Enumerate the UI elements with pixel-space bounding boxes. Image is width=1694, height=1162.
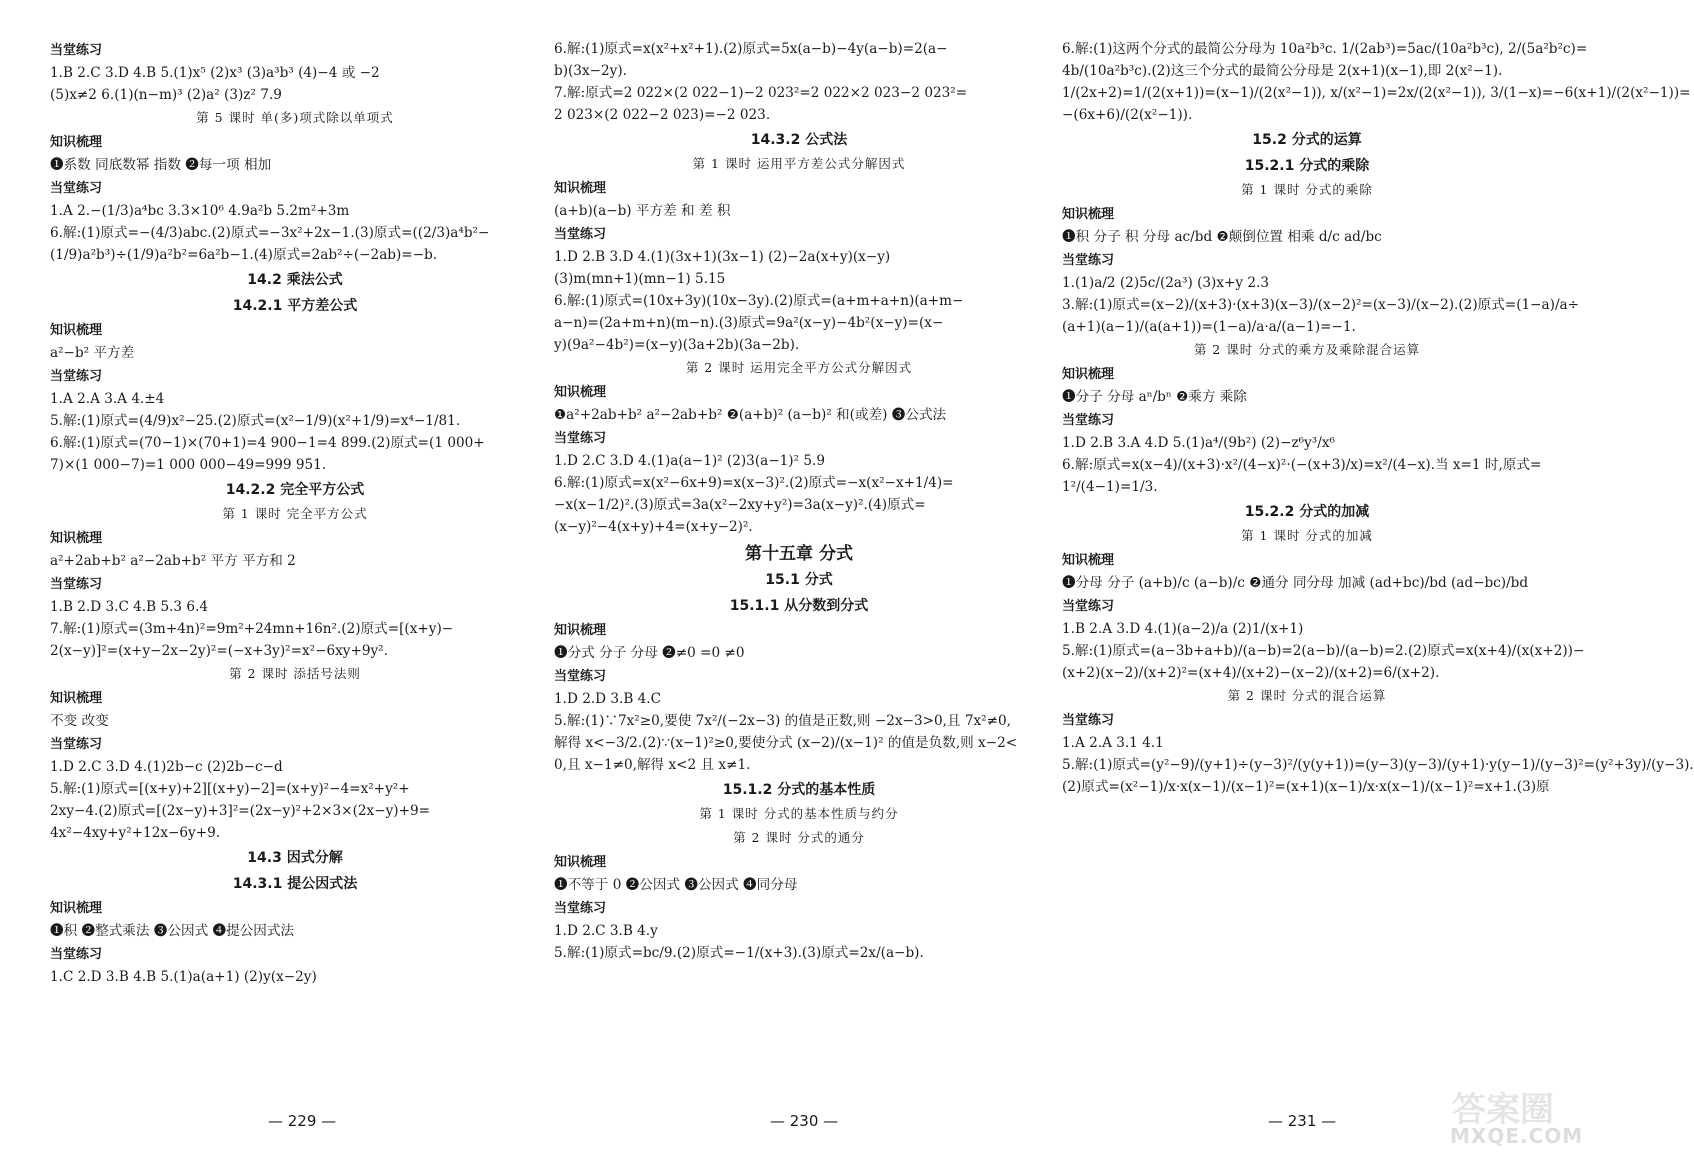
- answer-line: 1.B 2.C 3.D 4.B 5.(1)x⁵ (2)x³ (3)a³b³ (4)−4 或 −2: [50, 65, 380, 81]
- watermark-mark: 答案圈: [1452, 1090, 1554, 1130]
- answer-line: 3.解:(1)原式=(x−2)/(x+3)·(x+3)(x−3)/(x−2)²=(x−3)/(x−2).(2)原式=(1−a)/a÷: [1062, 297, 1580, 313]
- section-title: 15.1.1 从分数到分式: [729, 598, 869, 614]
- answer-line: 6.解:(1)这两个分式的最简公分母为 10a²b³c. 1/(2ab³)=5ac/(10a²b³c), 2/(5a²b²c)=: [1062, 41, 1588, 57]
- answer-line: 6.解:(1)原式=(70−1)×(70+1)=4 900−1=4 899.(2)原式=(1 000+: [50, 435, 485, 451]
- answer-line: 5.解:(1)原式=(4/9)x²−25.(2)原式=(x²−1/9)(x²+1/9)=x⁴−1/81.: [50, 413, 461, 429]
- lesson-title: 第 2 课时 分式的通分: [733, 830, 865, 845]
- answer-line: 1.D 2.C 3.D 4.(1)2b−c (2)2b−c−d: [50, 759, 283, 775]
- column-1: [50, 38, 540, 988]
- section-title: 14.2.2 完全平方公式: [225, 482, 365, 498]
- section-heading: 知识梳理: [1062, 207, 1115, 222]
- section-heading: 当堂练习: [1062, 253, 1115, 268]
- answer-line: (2)原式=(x²−1)/x·x(x−1)/(x−1)²=(x+1)(x−1)/x·x(x−1)/(x−1)²=x+1.(3)原: [1062, 779, 1550, 795]
- section-heading: 当堂练习: [1062, 599, 1115, 614]
- answer-line: 解得 x<−3/2.(2)∵(x−1)²≥0,要使分式 (x−2)/(x−1)² 的值是负数,则 x−2<: [554, 735, 1018, 751]
- answer-line: (x+2)(x−2)/(x+2)²=(x+4)/(x+2)−(x−2)/(x+2)=6/(x+2).: [1062, 665, 1440, 681]
- answer-line: 6.解:(1)原式=x(x²−6x+9)=x(x−3)².(2)原式=−x(x²−x+1/4)=: [554, 475, 954, 491]
- answer-line: 5.解:(1)原式=[(x+y)+2][(x+y)−2]=(x+y)²−4=x²+y²+: [50, 781, 410, 797]
- section-heading: 当堂练习: [554, 431, 607, 446]
- answer-line: 5.解:(1)∵7x²≥0,要使 7x²/(−2x−3) 的值是正数,则 −2x−3>0,且 7x²≠0,: [554, 713, 1011, 729]
- section-heading: 知识梳理: [50, 901, 103, 916]
- answer-line: (3)m(mn+1)(mn−1) 5.15: [554, 271, 726, 287]
- answer-line: 1.D 2.C 3.B 4.y: [554, 923, 658, 939]
- answer-line: 7.解:原式=2 022×(2 022−1)−2 023²=2 022×2 023−2 023²=: [554, 85, 968, 101]
- section-heading: 当堂练习: [1062, 713, 1115, 728]
- section-heading: 知识梳理: [554, 623, 607, 638]
- answer-line: 0,且 x−1≠0,解得 x<2 且 x≠1.: [554, 757, 751, 773]
- answer-line: 1.A 2.A 3.A 4.±4: [50, 391, 165, 407]
- section-heading: 当堂练习: [50, 369, 103, 384]
- section-heading: 当堂练习: [50, 947, 103, 962]
- section-heading: 当堂练习: [554, 669, 607, 684]
- section-title: 15.1.2 分式的基本性质: [722, 782, 876, 798]
- section-heading: 当堂练习: [554, 227, 607, 242]
- section-title: 14.2 乘法公式: [247, 272, 343, 288]
- answer-line: 2xy−4.(2)原式=[(2x−y)+3]²=(2x−y)²+2×3×(2x−y)+9=: [50, 803, 430, 819]
- answer-line: ❶不等于 0 ❷公因式 ❸公因式 ❹同分母: [554, 877, 798, 893]
- answer-line: 不变 改变: [50, 713, 109, 729]
- section-heading: 知识梳理: [50, 531, 103, 546]
- answer-line: −x(x−1/2)².(3)原式=3a(x²−2xy+y²)=3a(x−y)².(4)原式=: [554, 497, 926, 513]
- page-number-231: — 231 —: [1268, 1112, 1337, 1130]
- answer-line: a²−b² 平方差: [50, 345, 135, 361]
- lesson-title: 第 1 课时 分式的基本性质与约分: [699, 806, 899, 821]
- section-title: 14.3 因式分解: [247, 850, 343, 866]
- answer-line: ❶积 分子 积 分母 ac/bd ❷颠倒位置 相乘 d/c ad/bc: [1062, 229, 1382, 245]
- page-number-230: — 230 —: [770, 1112, 839, 1130]
- section-title: 14.3.2 公式法: [750, 132, 848, 148]
- section-heading: 当堂练习: [50, 181, 103, 196]
- answer-line: 1.A 2.−(1/3)a⁴bc 3.3×10⁶ 4.9a²b 5.2m²+3m: [50, 203, 350, 219]
- answer-line: 6.解:(1)原式=(10x+3y)(10x−3y).(2)原式=(a+m+a+n)(a+m−: [554, 293, 964, 309]
- lesson-title: 第 5 课时 单(多)项式除以单项式: [196, 110, 394, 125]
- watermark-logo: [1446, 1082, 1590, 1152]
- section-heading: 知识梳理: [50, 135, 103, 150]
- answer-line: a²+2ab+b² a²−2ab+b² 平方 平方和 2: [50, 553, 296, 569]
- section-title: 14.2.1 平方差公式: [232, 298, 358, 314]
- answer-line: 1.B 2.D 3.C 4.B 5.3 6.4: [50, 599, 209, 615]
- answer-line: (a+1)(a−1)/(a(a+1))=(1−a)/a·a/(a−1)=−1.: [1062, 319, 1356, 335]
- section-heading: 当堂练习: [1062, 413, 1115, 428]
- answer-line: 1.D 2.D 3.B 4.C: [554, 691, 662, 707]
- answer-line: ❶系数 同底数幂 指数 ❷每一项 相加: [50, 157, 272, 173]
- lesson-title: 第 2 课时 添括号法则: [229, 666, 361, 681]
- answer-line: (a+b)(a−b) 平方差 和 差 积: [554, 203, 731, 219]
- section-heading: 知识梳理: [1062, 553, 1115, 568]
- answer-line: 5.解:(1)原式=(a−3b+a+b)/(a−b)=2(a−b)/(a−b)=2.(2)原式=x(x+4)/(x(x+2))−: [1062, 643, 1585, 659]
- section-heading: 当堂练习: [50, 737, 103, 752]
- section-heading: 知识梳理: [50, 323, 103, 338]
- answer-line: y)(9a²−4b²)=(x−y)(3a+2b)(3a−2b).: [554, 337, 800, 353]
- answer-line: 7.解:(1)原式=(3m+4n)²=9m²+24mn+16n².(2)原式=[(x+y)−: [50, 621, 454, 637]
- section-heading: 当堂练习: [554, 901, 607, 916]
- section-heading: 知识梳理: [554, 855, 607, 870]
- lesson-title: 第 2 课时 分式的混合运算: [1227, 688, 1387, 703]
- answer-line: 1.(1)a/2 (2)5c/(2a³) (3)x+y 2.3: [1062, 275, 1270, 291]
- answer-line: ❶分母 分子 (a+b)/c (a−b)/c ❷通分 同分母 加减 (ad+bc)/bd (ad−bc)/bd: [1062, 575, 1529, 591]
- lesson-title: 第 1 课时 分式的乘除: [1241, 182, 1373, 197]
- answer-line: ❶积 ❷整式乘法 ❸公因式 ❹提公因式法: [50, 923, 295, 939]
- answer-line: (x−y)²−4(x+y)+4=(x+y−2)².: [554, 519, 753, 535]
- answer-line: 1.B 2.A 3.D 4.(1)(a−2)/a (2)1/(x+1): [1062, 621, 1304, 637]
- section-title: 15.2 分式的运算: [1252, 132, 1362, 148]
- section-title: 15.1 分式: [765, 572, 833, 588]
- lesson-title: 第 1 课时 运用平方差公式分解因式: [692, 156, 906, 171]
- answer-line: ❶a²+2ab+b² a²−2ab+b² ❷(a+b)² (a−b)² 和(或差) ❸公式法: [554, 407, 947, 423]
- answer-line: 1.D 2.C 3.D 4.(1)a(a−1)² (2)3(a−1)² 5.9: [554, 453, 825, 469]
- lesson-title: 第 1 课时 完全平方公式: [222, 506, 368, 521]
- answer-line: 1.A 2.A 3.1 4.1: [1062, 735, 1164, 751]
- section-heading: 当堂练习: [50, 577, 103, 592]
- column-3: [1062, 38, 1694, 798]
- answer-line: 6.解:(1)原式=x(x²+x²+1).(2)原式=5x(a−b)−4y(a−b)=2(a−: [554, 41, 948, 57]
- section-title: 15.2.2 分式的加减: [1244, 504, 1370, 520]
- answer-line: 5.解:(1)原式=bc/9.(2)原式=−1/(x+3).(3)原式=2x/(a−b).: [554, 945, 924, 961]
- section-heading: 知识梳理: [554, 385, 607, 400]
- answer-line: 1.D 2.B 3.A 4.D 5.(1)a⁴/(9b²) (2)−z⁶y³/x⁶: [1062, 435, 1335, 451]
- lesson-title: 第 1 课时 分式的加减: [1241, 528, 1373, 543]
- answer-line: 6.解:原式=x(x−4)/(x+3)·x²/(4−x)²·(−(x+3)/x)=x²/(4−x).当 x=1 时,原式=: [1062, 457, 1542, 473]
- column-2: [554, 38, 1044, 964]
- page-number-229: — 229 —: [268, 1112, 337, 1130]
- section-heading: 知识梳理: [1062, 367, 1115, 382]
- answer-line: 2(x−y)]²=(x+y−2x−2y)²=(−x+3y)²=x²−6xy+9y².: [50, 643, 388, 659]
- answer-line: 7)×(1 000−7)=1 000 000−49=999 951.: [50, 457, 327, 473]
- answer-line: −(6x+6)/(2(x²−1)).: [1062, 107, 1193, 123]
- chapter-title: 第十五章 分式: [745, 544, 853, 564]
- answer-line: b)(3x−2y).: [554, 63, 627, 79]
- section-heading: 当堂练习: [50, 43, 103, 58]
- answer-line: 1/(2x+2)=1/(2(x+1))=(x−1)/(2(x²−1)), x/(x²−1)=2x/(2(x²−1)), 3/(1−x)=−6(x+1)/(2(x²−1))=: [1062, 85, 1691, 101]
- answer-line: ❶分式 分子 分母 ❷≠0 =0 ≠0: [554, 645, 745, 661]
- answer-line: 4x²−4xy+y²+12x−6y+9.: [50, 825, 221, 841]
- answer-line: 5.解:(1)原式=(y²−9)/(y+1)÷(y−3)²/(y(y+1))=(y−3)(y−3)/(y+1)·y(y−1)/(y−3)²=(y²+3y)/(y−3).: [1062, 757, 1694, 773]
- lesson-title: 第 2 课时 分式的乘方及乘除混合运算: [1193, 342, 1421, 357]
- answer-line: 1.D 2.B 3.D 4.(1)(3x+1)(3x−1) (2)−2a(x+y)(x−y): [554, 249, 891, 265]
- answer-line: a−n)=(2a+m+n)(m−n).(3)原式=9a²(x−y)−4b²(x−y)=(x−: [554, 315, 944, 331]
- answer-line: ❶分子 分母 aⁿ/bⁿ ❷乘方 乘除: [1062, 389, 1247, 405]
- answer-line: (5)x≠2 6.(1)(n−m)³ (2)a² (3)z² 7.9: [50, 87, 282, 103]
- section-title: 15.2.1 分式的乘除: [1244, 158, 1370, 174]
- lesson-title: 第 2 课时 运用完全平方公式分解因式: [685, 360, 913, 375]
- answer-line: 2 023×(2 022−2 023)=−2 023.: [554, 107, 771, 123]
- answer-line: 6.解:(1)原式=−(4/3)abc.(2)原式=−3x²+2x−1.(3)原式=((2/3)a⁴b²−: [50, 225, 490, 241]
- answer-line: 1²/(4−1)=1/3.: [1062, 479, 1158, 495]
- section-title: 14.3.1 提公因式法: [232, 876, 358, 892]
- answer-line: 1.C 2.D 3.B 4.B 5.(1)a(a+1) (2)y(x−2y): [50, 969, 317, 985]
- section-heading: 知识梳理: [554, 181, 607, 196]
- answer-line: (1/9)a²b³)÷(1/9)a²b²=6a²b−1.(4)原式=2ab²÷(−2ab)=−b.: [50, 247, 438, 263]
- section-heading: 知识梳理: [50, 691, 103, 706]
- watermark-site: MXQE.COM: [1450, 1124, 1584, 1148]
- answer-line: 4b/(10a²b³c).(2)这三个分式的最简公分母是 2(x+1)(x−1),即 2(x²−1).: [1062, 63, 1503, 79]
